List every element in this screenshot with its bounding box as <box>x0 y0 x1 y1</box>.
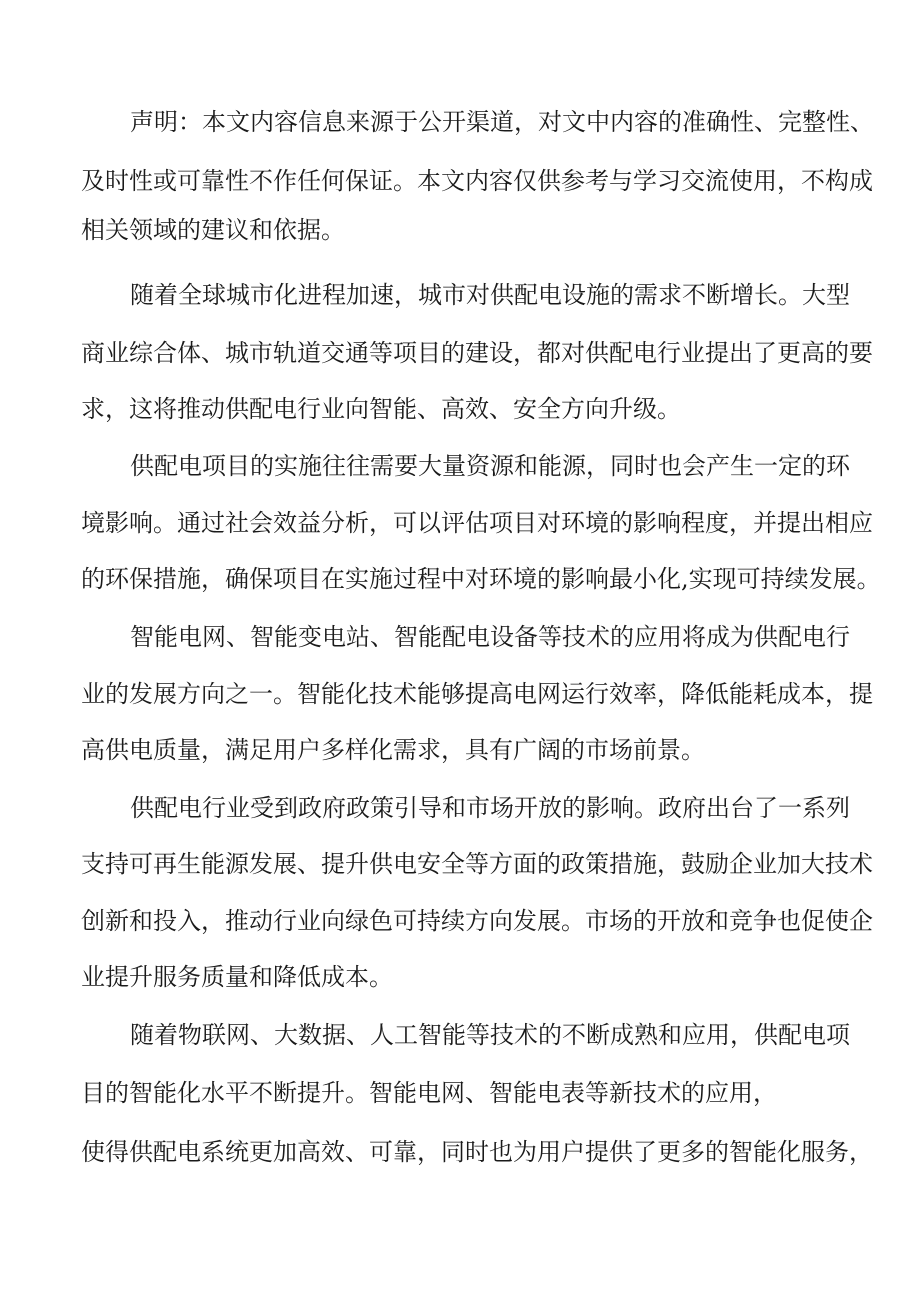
paragraph-line: 随着全球城市化进程加速，城市对供配电设施的需求不断增长。大型 <box>130 281 850 309</box>
paragraph-line: 创新和投入，推动行业向绿色可持续方向发展。市场的开放和竞争也促使企 <box>81 907 873 935</box>
paragraph-line: 声明：本文内容信息来源于公开渠道，对文中内容的准确性、完整性、 <box>130 108 874 136</box>
paragraph-line: 使得供配电系统更加高效、可靠，同时也为用户提供了更多的智能化服务， <box>81 1138 873 1166</box>
paragraph-line: 相关领域的建议和依据。 <box>81 216 345 244</box>
paragraph-line: 的环保措施，确保项目在实施过程中对环境的影响最小化,实现可持续发展。 <box>81 565 881 593</box>
paragraph-line: 商业综合体、城市轨道交通等项目的建设，都对供配电行业提出了更高的要 <box>81 339 873 367</box>
paragraph-line: 境影响。通过社会效益分析，可以评估项目对环境的影响程度，并提出相应 <box>81 509 873 537</box>
paragraph-line: 随着物联网、大数据、人工智能等技术的不断成熟和应用，供配电项 <box>130 1021 850 1049</box>
paragraph-line: 求，这将推动供配电行业向智能、高效、安全方向升级。 <box>81 395 681 423</box>
paragraph-line: 供配电行业受到政府政策引导和市场开放的影响。政府出台了一系列 <box>130 794 850 822</box>
paragraph-line: 及时性或可靠性不作任何保证。本文内容仅供参考与学习交流使用，不构成 <box>81 167 873 195</box>
paragraph-line: 业提升服务质量和降低成本。 <box>81 963 393 991</box>
paragraph-line: 高供电质量，满足用户多样化需求，具有广阔的市场前景。 <box>81 736 705 764</box>
paragraph-line: 支持可再生能源发展、提升供电安全等方面的政策措施，鼓励企业加大技术 <box>81 850 873 878</box>
paragraph-line: 业的发展方向之一。智能化技术能够提高电网运行效率，降低能耗成本，提 <box>81 680 873 708</box>
paragraph-line: 供配电项目的实施往往需要大量资源和能源，同时也会产生一定的环 <box>130 452 850 480</box>
paragraph-line: 智能电网、智能变电站、智能配电设备等技术的应用将成为供配电行 <box>130 623 850 651</box>
paragraph-line: 目的智能化水平不断提升。智能电网、智能电表等新技术的应用， <box>81 1079 777 1107</box>
